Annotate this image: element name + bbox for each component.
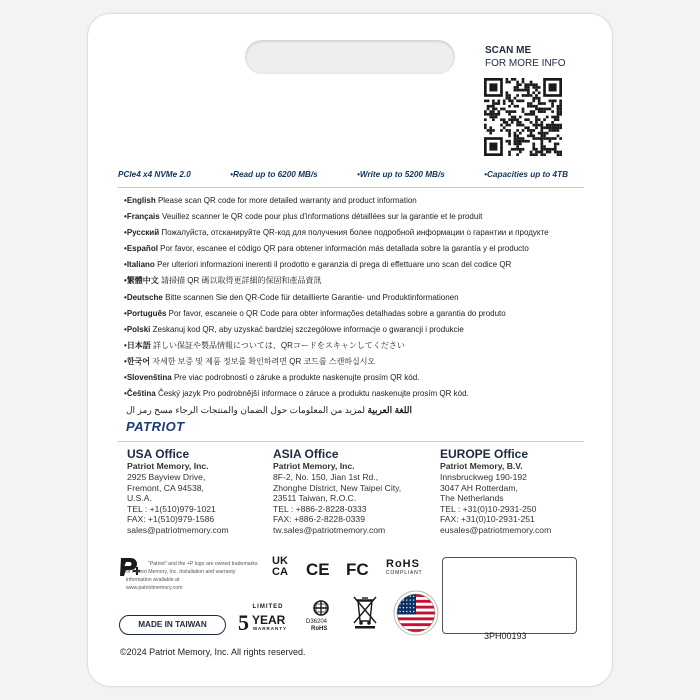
language-row: [124, 193, 584, 209]
language-name: • Français: [124, 212, 160, 221]
scan-me-label: [485, 44, 566, 70]
language-row: [124, 386, 584, 402]
office-line: U.S.A.: [127, 493, 152, 504]
office-block: [273, 447, 401, 536]
language-text: Пожалуйста, отсканируйте QR-код для получения более подробной информации о гарантии и продукте: [161, 228, 549, 238]
language-row: [124, 338, 584, 354]
office-company: Patriot Memory, B.V.: [440, 461, 523, 471]
spec-interface: PCIe4 x4 NVMe 2.0: [118, 170, 191, 179]
scan-me-subtitle: FOR MORE INFO: [485, 58, 566, 69]
office-line: 2925 Bayview Drive,: [127, 472, 206, 482]
warranty-years: 5: [238, 610, 249, 635]
rohs-text: RoHS: [386, 558, 420, 570]
office-title: USA Office: [127, 447, 190, 461]
office-line: FAX: +1(510)979-1586: [127, 514, 215, 525]
language-name: • 한국어: [124, 357, 150, 366]
office-title: ASIA Office: [273, 447, 339, 461]
language-row: [124, 322, 584, 338]
label-area: [442, 557, 577, 634]
language-name: • Italiano: [124, 260, 155, 269]
patriot-logo: [126, 419, 185, 434]
office-title: EUROPE Office: [440, 447, 529, 461]
language-row: [124, 209, 584, 225]
hang-hole: [245, 40, 455, 74]
trademark-text: "Patriot" and the +P logo are owned trademarks of Patriot Memory, Inc. Installation and warranty information available at: [126, 561, 258, 583]
office-line: 8F-2, No. 150, Jian 1st Rd.,: [273, 472, 379, 482]
product-code: 3PH00193: [484, 631, 527, 641]
weee-bin-icon: [352, 595, 378, 629]
warranty-word: WARRANTY: [253, 626, 287, 631]
spec-read-speed: • Read up to 6200 MB/s: [230, 170, 318, 179]
divider: [118, 187, 584, 188]
language-name: • Deutsche: [124, 293, 163, 302]
language-name: • Español: [124, 244, 158, 253]
language-name: • English: [124, 196, 156, 205]
rohs-mark-icon: [386, 558, 422, 576]
office-line: TEL : +1(510)979-1021: [127, 503, 216, 514]
usa-flag-icon: [393, 590, 439, 636]
bsmi-number: D36204: [306, 619, 328, 625]
language-row: [124, 257, 584, 273]
office-line: The Netherlands: [440, 493, 504, 504]
language-text: Veuillez scanner le QR code pour plus d'informations détaillées sur la garantie et le produit: [161, 212, 483, 222]
language-text: Per ulteriori informazioni inerenti il prodotto e garanzia di prega di effettuare uno scan del codice QR: [157, 260, 512, 270]
language-row: [124, 273, 584, 289]
spec-write-speed: • Write up to 5200 MB/s: [357, 170, 445, 179]
language-row: [124, 402, 584, 418]
language-row: [124, 225, 584, 241]
office-line: FAX: +886-2-8228-0339: [273, 514, 365, 525]
scan-me-title: SCAN ME: [485, 45, 532, 56]
office-block: [440, 447, 551, 536]
office-line[interactable]: eusales@patriotmemory.com: [440, 524, 552, 535]
language-text: 詳しい保証や製品情報については、QRコードをスキャンしてください: [153, 340, 405, 350]
office-block: [127, 447, 229, 536]
spec-capacity: • Capacities up to 4TB: [484, 170, 568, 179]
office-line: Fremont, CA 94538,: [127, 482, 204, 493]
brand-text: PATRIOT: [126, 419, 185, 434]
bsmi-mark-icon: [309, 598, 333, 618]
language-list: [124, 193, 584, 418]
language-text: Por favor, escaneie o QR Code para obter informações detalhadas sobre a garantia do produto: [168, 308, 506, 318]
office-line: TEL : +31(0)10-2931-250: [440, 503, 537, 514]
office-line[interactable]: sales@patriotmemory.com: [127, 524, 229, 535]
made-in-badge: MADE IN TAIWAN: [119, 615, 226, 635]
language-name: • Slovenština: [124, 373, 172, 382]
language-text: Por favor, escanee el código QR para obtener información más detallada sobre la garantía y el producto: [160, 244, 529, 254]
language-name: • Polski: [124, 325, 150, 334]
language-text: Zeskanuj kod QR, aby uzyskać bardziej szczegółowe informacje o gwarancji i produkcie: [152, 324, 464, 334]
office-line: FAX: +31(0)10-2931-251: [440, 514, 535, 525]
office-line: Zhonghe District, New Taipei City,: [273, 482, 402, 493]
language-text: 자세한 보증 및 제품 정보를 확인하려면 QR 코드를 스캔하십시오: [152, 356, 376, 366]
office-company: Patriot Memory, Inc.: [127, 461, 209, 471]
warranty-badge-icon: [238, 604, 298, 635]
rohs-compliant-text: COMPLIANT: [386, 570, 423, 576]
ukca-mark-icon: [272, 556, 288, 578]
language-text: Please scan QR code for more detailed warranty and product information: [157, 196, 417, 205]
website-link[interactable]: www.patriotmemory.com: [126, 585, 183, 591]
language-text: Pre viac podrobností o záruke a produkte naskenujte prosím QR kód.: [173, 373, 420, 383]
warranty-limited: LIMITED: [252, 604, 284, 610]
divider: [118, 441, 584, 442]
language-row: [124, 241, 584, 257]
office-line: 23511 Taiwan, R.O.C.: [273, 493, 357, 504]
language-name: • Русский: [124, 228, 159, 237]
language-text: Bitte scannen Sie den QR-Code für detaillierte Garantie- und Produktinformationen: [165, 292, 459, 302]
office-line: Innsbruckweg 190-192: [440, 472, 527, 482]
language-text: 請掃描 QR 碼以取得更詳細的保固和產品資訊: [161, 276, 322, 286]
ukca-top: UK: [272, 555, 288, 567]
language-row: [124, 290, 584, 306]
qr-code-icon[interactable]: [484, 78, 562, 156]
copyright-text: ©2024 Patriot Memory, Inc. All rights reserved.: [120, 647, 306, 657]
language-name: • 繁體中文: [124, 276, 159, 285]
warranty-year: YEAR: [252, 613, 286, 627]
language-name: • Čeština: [124, 389, 156, 398]
language-name: اللغة العربية: [367, 405, 412, 416]
bsmi-rohs: RoHS: [311, 626, 328, 632]
language-row: [124, 370, 584, 386]
language-row: [124, 306, 584, 322]
office-line: 3047 AH Rotterdam,: [440, 482, 518, 493]
ce-mark-icon: CE: [306, 560, 330, 579]
trademark-notice: [126, 560, 262, 592]
ukca-bottom: CA: [272, 566, 288, 578]
language-row: [124, 354, 584, 370]
language-text: لمزيد من المعلومات حول الضمان والمنتجات الرجاء مسح رمز ال: [126, 405, 365, 416]
language-text: Český jazyk Pro podrobnější informace o záruce a produktu naskenujte prosím QR kód.: [157, 389, 469, 399]
spec-strip: [118, 170, 568, 179]
office-line: TEL : +886-2-8228-0333: [273, 503, 367, 514]
office-line[interactable]: tw.sales@patriotmemory.com: [273, 524, 386, 535]
language-name: • Português: [124, 309, 166, 318]
language-name: • 日本語: [124, 341, 151, 350]
fcc-mark-icon: FC: [346, 560, 369, 579]
office-company: Patriot Memory, Inc.: [273, 461, 355, 471]
